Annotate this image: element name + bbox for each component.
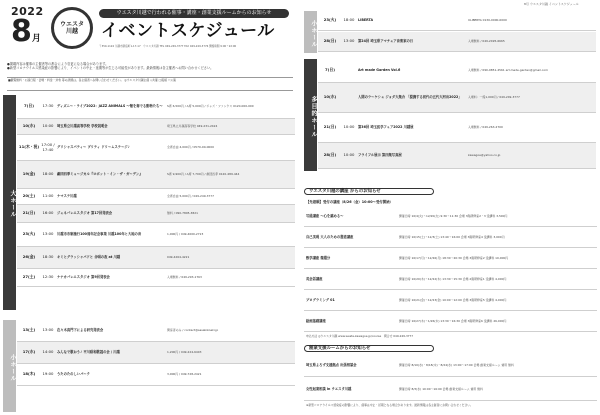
tagline: ウエスタ川越で行われる催事・講座・創業支援ルームからのお知らせ	[99, 9, 289, 18]
westa-logo	[51, 7, 93, 49]
event-date	[318, 59, 342, 82]
note-1: ●掲載内容は催事の主催者等の都合により変更になる場合があります。	[7, 62, 109, 66]
event-date-text: 20(土)	[22, 193, 36, 199]
month-number: 8	[11, 14, 32, 49]
event-time: 18:00	[343, 17, 355, 23]
event-date	[17, 135, 41, 160]
small-hall-cont-label: 小ホール	[304, 11, 317, 53]
event-date	[17, 161, 41, 188]
event-info: S席 9,900円 / A席 7,700円 / 劇団四季 0120-489-444	[167, 171, 240, 176]
event-row	[318, 113, 596, 143]
small-hall-section	[3, 320, 295, 412]
event-info: S席 6,500円 / A席 5,000円 / ジャズ・ファンクス 0120-000-000	[167, 103, 254, 108]
event-row	[17, 135, 295, 161]
event-date	[17, 189, 41, 204]
event-info: 全席自由 5,000円 / 049-249-3777	[167, 193, 214, 198]
event-info: 049-4264-4221	[167, 254, 190, 259]
event-title: ジェネバレエスタジオ 第17回発表会	[57, 211, 113, 216]
course-row	[304, 355, 597, 377]
event-date-text: 7(日)	[325, 67, 335, 73]
event-date	[17, 269, 41, 286]
course-title: 女性起業相談 in ウエスタ川越	[306, 387, 352, 392]
event-date-text: 18(木)	[22, 371, 36, 377]
event-date-text: 11(木・祝)	[18, 144, 40, 150]
course-row	[304, 228, 597, 248]
event-date	[17, 119, 41, 134]
event-info: 入場無料 / 049-263-2700	[468, 124, 503, 129]
course-info: 開催日時 10/27(木)〜1/26(木) 13:30〜16:30 会場 3階研修室6 受講料 26,000円	[399, 318, 507, 323]
event-row	[17, 161, 295, 189]
event-row	[17, 269, 295, 287]
event-time: 19:00	[42, 371, 54, 377]
event-row	[318, 59, 596, 83]
event-row	[17, 320, 295, 342]
event-title: みんなで歌おう♪ 平川昭和歌謡の会 / 川越	[57, 350, 120, 355]
page-title: イベントスケジュール	[101, 21, 275, 41]
event-time: 17:00 / 17:40	[41, 141, 55, 152]
course-row	[304, 379, 597, 401]
main-hall-label: 大ホール	[3, 95, 16, 310]
logo-line2: 川越	[65, 28, 78, 35]
event-title: 人間のラーケシュ ジョダ大集合 「提携する初代の五代大河出2022」	[358, 95, 462, 100]
event-time: 12:30	[42, 274, 54, 280]
event-title: フライフル展示 第四集写真展	[358, 153, 402, 158]
event-time: 11:00	[42, 193, 54, 199]
main-hall-section	[3, 95, 295, 310]
event-date	[318, 83, 342, 112]
event-date-text: 10(水)	[22, 123, 36, 129]
event-info: 1,000円 / 049-4000-2723	[167, 231, 204, 236]
event-date-text: 21(日)	[22, 210, 36, 216]
course-row	[304, 270, 597, 290]
event-date-text: 28(日)	[323, 38, 337, 44]
event-title: ナナカバレエスタジオ 第9回発表会	[57, 275, 110, 280]
event-date-text: 13(土)	[22, 327, 36, 333]
course-notice-bar: ウエスタ川越の講座 からのお知らせ	[304, 188, 434, 195]
course-info: 開催日時 8/3(水) 10:00〜16:00 会場 創業支援ルーム 費用 無料	[399, 386, 484, 391]
event-date-text: 28(日)	[323, 152, 337, 158]
event-date	[318, 143, 342, 168]
course-title: 埼玉県よろず支援拠点 出張相談会	[306, 363, 357, 368]
event-row	[17, 342, 295, 364]
event-date	[17, 223, 41, 246]
course-info: 開催日時 10/20(木)〜12/22(木) 13:30〜15:30 会場 2階研修室1 受講料 4,000円	[399, 276, 507, 281]
event-date	[318, 32, 342, 51]
footer-note: ※新型コロナウイルス感染症の影響により、催事は中止・延期となる場合があります。最新情報は各主催者にお問い合わせください。	[306, 403, 473, 407]
left-column	[3, 3, 295, 413]
legend: ■観覧無料・公演日程・会場・料金・対象 等の詳細は、各主催者へお問い合わせください。 ◎ウエスタ川越主催 ◇共催 □後援 ☆公演	[7, 77, 293, 91]
event-time: 16:00	[42, 210, 54, 216]
course-notice-sub: 【先着順】受付の講座（8/26（金）10:00〜受付開始）	[306, 200, 393, 204]
event-info: 無料 / 090-7805-3821	[167, 210, 198, 215]
course-row	[304, 207, 597, 227]
event-date	[17, 364, 41, 385]
event-date	[17, 95, 41, 118]
course-row	[304, 312, 597, 332]
address: 〒350-1124 川越市新宿町1-17-17 ウエスタ川越 TEL 049-249-3777 FAX 049-249-3776 開館時間 9:00〜22:00	[99, 45, 237, 48]
event-info: 入場無料 / 090-9851-4561 art.made.garden@gmail.com	[468, 67, 548, 72]
course-title: プログラミング 01	[306, 298, 335, 303]
event-info: 関係者のみ / contact@sasakikoaki.jp	[167, 327, 219, 332]
event-row	[17, 364, 295, 386]
event-info: 入場無料 / 049-2495-6665	[468, 38, 505, 43]
event-time: 13:00	[42, 327, 54, 333]
event-title: 埼玉県立川越高等学校 学校説明会	[57, 124, 108, 129]
event-date	[17, 205, 41, 222]
course-title: 自己実現 大人のための書道講座	[306, 235, 354, 240]
notes	[7, 62, 293, 71]
event-time	[342, 83, 356, 112]
event-info: ULIBERTA 0130-0000-0000	[468, 17, 507, 22]
event-date-text: 26(金)	[22, 254, 36, 260]
event-row	[318, 83, 596, 113]
event-row	[17, 247, 295, 269]
event-title: Art made Garden Vol.6	[358, 68, 401, 73]
event-date	[318, 11, 342, 30]
event-time: 10:00	[42, 123, 54, 129]
month-suffix: 月	[31, 34, 41, 44]
event-time: 10:00	[343, 124, 355, 130]
event-date	[17, 342, 41, 363]
event-title: 第36回 埼玉医学フェア2022 川越展	[358, 125, 414, 130]
logo-line1: ウエスタ	[59, 21, 84, 28]
course-title: 英会話講座	[306, 277, 323, 282]
course-info: 開催日時 10/21(金)〜12/23(金) 10:00〜12:00 会場 3階研修室5 受講料 4,000円	[399, 297, 507, 302]
event-title: うたのたのしいパーク	[57, 372, 90, 377]
event-time: 14:00	[42, 349, 54, 355]
event-info: 入場料：一般1,000円 / 049-249-3777	[468, 94, 520, 99]
event-row	[318, 11, 596, 31]
event-info: kawagoe@yahoo.co.jp	[468, 152, 501, 157]
support-bar: 創業支援ルームからのお知らせ	[304, 345, 434, 352]
event-title: ディズニー・ライブ2022：JAZZ ANIMALS 〜懐を奏でる動物たち〜	[57, 104, 163, 109]
course-title: 数学講座 微積分	[306, 256, 331, 261]
event-date-text: 23(火)	[323, 17, 337, 23]
course-title: 絵画基礎講座	[306, 319, 326, 324]
multi-hall-label: 多目的ホール	[304, 59, 317, 171]
event-date-text: 17(水)	[22, 349, 36, 355]
event-date	[318, 113, 342, 142]
event-date	[17, 247, 41, 268]
event-date-text: 23(火)	[22, 231, 36, 237]
event-date-text: 19(金)	[22, 171, 36, 177]
small-hall-cont-section	[304, 11, 596, 53]
course-info: 開催日時 10/4(火)〜12/20(火) 9:30〜11:30 会場 3階研修室2・3 受講料 3,500円	[399, 213, 508, 218]
event-row	[17, 223, 295, 247]
event-date-text: 7(日)	[24, 103, 34, 109]
note-2: ●新型コロナウイルス感染症の影響により、イベントの中止・延期等が生じる可能性があります。最新情報は各主催者へお問い合わせください。	[7, 66, 214, 71]
page-header: 8月 ウエスタ川越 イベントスケジュール	[524, 2, 579, 6]
right-column	[304, 3, 597, 413]
event-time: 18:00	[42, 171, 54, 177]
event-title: LIBERTA	[358, 18, 374, 23]
apply-note: 申込方法 ◎ウエスタ川越 www.westa-kawagoe.jp/course 問合せ 049-249-3777	[306, 334, 414, 338]
event-title: 川越市市制施行100周年記念事業 川越100年と大地の音	[57, 232, 142, 237]
course-title: 写経講座 〜心を鎮める〜	[306, 214, 344, 219]
event-date	[17, 320, 41, 341]
event-info: 入場無料 / 049-293-1763	[167, 274, 202, 279]
event-time: 17:30	[42, 103, 54, 109]
month	[11, 14, 41, 54]
event-row	[318, 143, 596, 169]
event-date-text: 10(水)	[323, 94, 337, 100]
event-info: 1,200円 / 049-224-6403	[167, 349, 202, 354]
event-row	[17, 189, 295, 205]
event-info: 埼玉県立川越高等学校 049-231-2424	[167, 123, 218, 128]
course-info: 開催日時 10/15(土)〜12/3(土) 13:40〜16:00 会場 3階研修室4 受講料 3,000円	[399, 234, 505, 239]
event-row	[17, 95, 295, 119]
event-time: 18:30	[42, 254, 54, 260]
event-title: 第24回 埼玉県アマチュア音楽家の日	[358, 39, 414, 44]
event-row	[318, 32, 596, 52]
event-title: キミとグラッシャパドと 合唱の夜 at 川越	[57, 255, 121, 260]
event-info: 全席自由 4,000円 / 0570-00-0000	[167, 144, 214, 149]
multi-hall-section	[304, 59, 596, 171]
course-row	[304, 249, 597, 269]
course-info: 開催日時 8/10(水)・8/18(木)・8/24(水) 13:00〜17:00 会場 創業支援ルーム 費用 無料	[399, 362, 514, 367]
event-title: 在々木真門下による研究発表会	[57, 328, 104, 333]
event-time: 13:00	[343, 38, 355, 44]
event-time: 13:00	[42, 231, 54, 237]
event-time	[342, 59, 356, 82]
course-row	[304, 291, 597, 311]
event-date-text: 27(土)	[22, 274, 36, 280]
event-info: 3,000円 / 049-728-2421	[167, 371, 202, 376]
small-hall-label: 小ホール	[3, 320, 16, 412]
event-title: ナマステ川越	[57, 194, 77, 199]
event-row	[17, 205, 295, 223]
event-time: 10:00	[343, 152, 355, 158]
event-row	[17, 119, 295, 135]
header	[3, 3, 295, 59]
event-title: グリシャスパティー プリティ ドリームステージ♪	[57, 145, 130, 150]
year: 2022	[11, 5, 44, 18]
event-date-text: 21(日)	[323, 124, 337, 130]
course-info: 開催日時 10/17(月)〜12/26(月) 18:30〜20:30 会場 3階研修室2 受講料 10,000円	[399, 255, 509, 260]
event-title: 劇団四季ミュージカル『ロボット・イン・ザ・ガーデン』	[57, 172, 143, 177]
